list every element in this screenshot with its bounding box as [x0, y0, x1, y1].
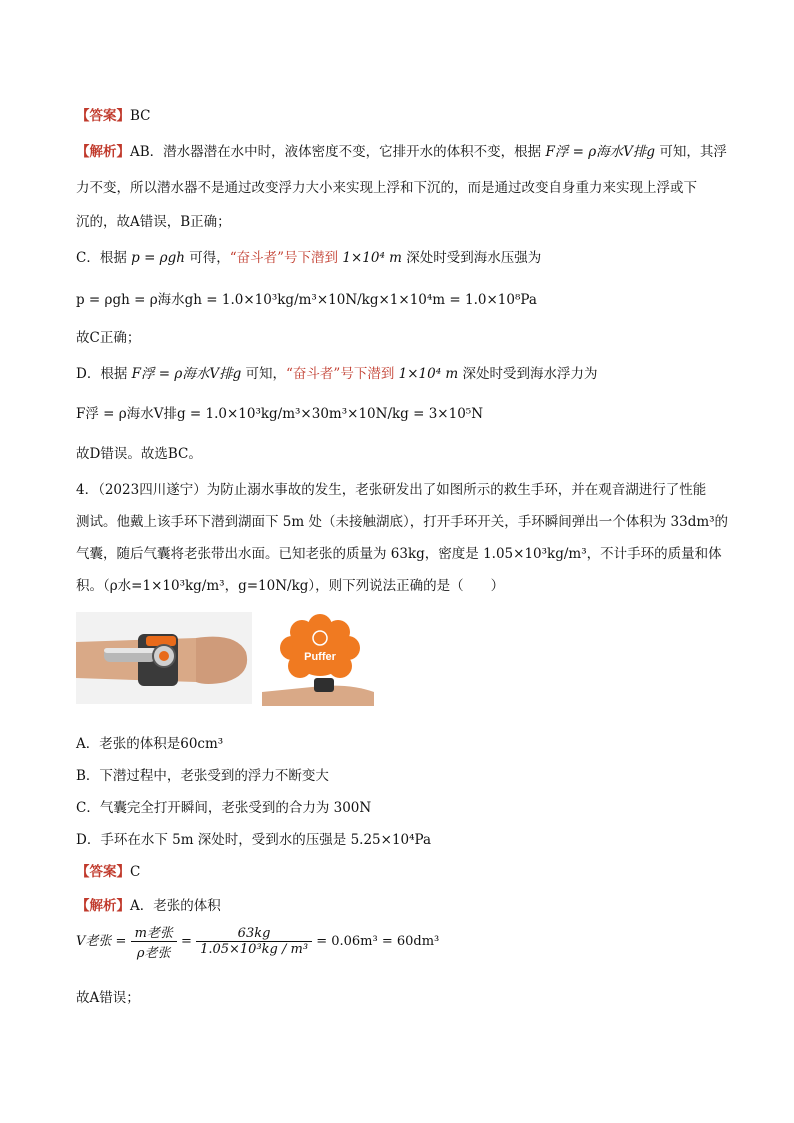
wristband-photo	[76, 612, 252, 704]
analysis2-conclusion: 故A错误；	[76, 990, 140, 1006]
pressure-equation: p = ρgh = ρ海水gh = 1.0×10³kg/m³×10N/kg×1×10⁴m = 1.0×10⁸Pa	[76, 292, 537, 308]
inflated-airbag-photo	[262, 612, 378, 706]
answer-value: BC	[130, 108, 151, 124]
eq-lhs: V老张	[76, 934, 112, 949]
analysis-text: A．老张的体积	[130, 898, 221, 914]
question4-line-4: 积。（ρ水=1×10³kg/m³，g=10N/kg），则下列说法正确的是（ ）	[76, 578, 505, 594]
d-conclusion: 故D错误。故选BC。	[76, 446, 202, 462]
analysis-line-1	[76, 140, 727, 160]
d-end: 深处时受到海水浮力为	[462, 366, 598, 382]
analysis-text: 可知，其浮	[659, 144, 727, 160]
c-end: 深处时受到海水压强为	[406, 250, 542, 266]
frac2-den: 1.05×10³kg / m³	[200, 942, 309, 957]
answer-line-2	[76, 860, 140, 880]
buoyancy-equation: F浮 = ρ海水V排g = 1.0×10³kg/m³×30m³×10N/kg = 3×10⁵N	[76, 406, 484, 422]
analysis-d-line	[76, 362, 598, 382]
option-b: B．下潜过程中，老张受到的浮力不断变大	[76, 768, 329, 784]
question4-line-3: 气囊，随后气囊将老张带出水面。已知老张的质量为 63kg，密度是 1.05×10³kg/m³，不计手环的质量和体	[76, 546, 722, 562]
eq-rhs: = 0.06m³ = 60dm³	[316, 934, 440, 949]
fraction-mass-density	[131, 922, 177, 961]
c-mid: 可得，	[189, 250, 230, 266]
frac2-num: 63kg	[196, 926, 312, 942]
d-red-text: “奋斗者”号下潜到	[286, 366, 395, 382]
fraction-values	[196, 926, 312, 957]
analysis-tag: 【解析】	[76, 898, 130, 914]
pressure-formula: p = ρgh	[131, 250, 185, 266]
question4-line-1: 4．（2023四川遂宁）为防止溺水事故的发生，老张研发出了如图所示的救生手环，并在观音湖进行了性能	[76, 482, 707, 498]
d-prefix: D．根据	[76, 366, 128, 382]
buoyancy-formula: F浮 = ρ海水V排g	[545, 144, 656, 160]
c-depth: 1×10⁴ m	[342, 250, 402, 266]
balloon-brand-text: Puffer	[304, 651, 336, 663]
option-c: C．气囊完全打开瞬间，老张受到的合力为 300N	[76, 800, 372, 816]
analysis-line-2: 力不变，所以潜水器不是通过改变浮力大小来实现上浮和下沉的，而是通过改变自身重力来实现上浮或下	[76, 180, 697, 196]
d-mid: 可知，	[245, 366, 287, 382]
frac1-den: ρ老张	[136, 946, 171, 961]
answer-value: C	[130, 864, 141, 880]
c-conclusion: 故C正确；	[76, 330, 141, 346]
question4-line-2: 测试。他戴上该手环下潜到湖面下 5m 处（未接触湖底），打开手环开关，手环瞬间弹出一个体积为 33dm³的	[76, 514, 729, 530]
d-depth: 1×10⁴ m	[398, 366, 459, 382]
analysis2-line-1	[76, 894, 221, 914]
option-d: D．手环在水下 5m 深处时，受到水的压强是 5.25×10⁴Pa	[76, 832, 432, 848]
analysis-line-3: 沉的，故A错误，B正确；	[76, 214, 231, 230]
c-prefix: C．根据	[76, 250, 127, 266]
answer-tag: 【答案】	[76, 864, 130, 880]
c-red-text: “奋斗者”号下潜到	[229, 250, 339, 266]
analysis-c-line	[76, 246, 541, 266]
frac1-num: m老张	[131, 922, 177, 942]
volume-equation: V老张 = $\frac{\text{m老张}}{\text{ρ老张}}$ = $\frac{63kg}{\text{1.05×10³kg / m³}}$ = 0.06m³ = 60dm³	[76, 922, 439, 961]
answer-tag: 【答案】	[76, 108, 130, 124]
answer-line-1	[76, 104, 151, 124]
option-a: A．老张的体积是60cm³	[76, 736, 224, 752]
analysis-text: AB．潜水器潜在水中时，液体密度不变，它排开水的体积不变，根据	[130, 144, 542, 160]
analysis-tag: 【解析】	[76, 144, 130, 160]
buoyancy-formula-d: F浮 = ρ海水V排g	[131, 366, 242, 382]
